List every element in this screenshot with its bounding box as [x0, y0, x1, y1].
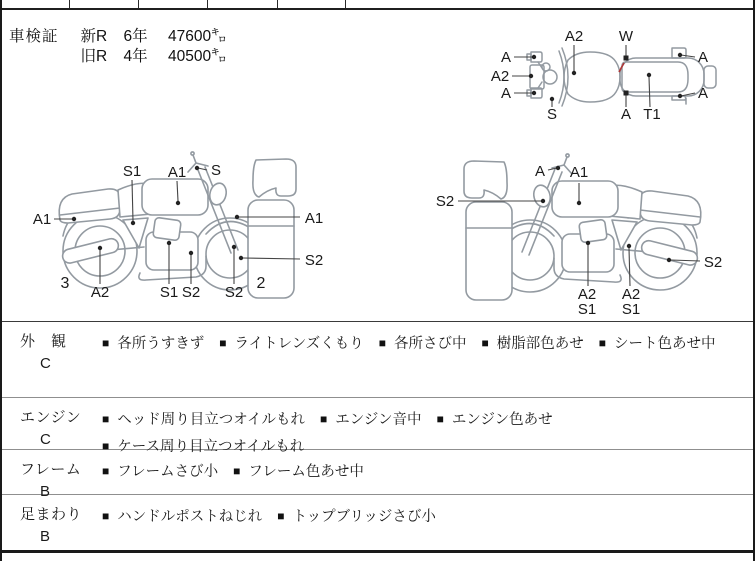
- sheet-bottom-border: [2, 550, 753, 553]
- point-marker-dot: [239, 256, 243, 260]
- point-marker-dot: [167, 241, 171, 245]
- part-code-label: A2: [90, 283, 110, 301]
- point-marker-dot: [647, 73, 651, 77]
- point-marker-dot: [627, 244, 631, 248]
- defect-item: [219, 332, 364, 353]
- defect-item: [277, 505, 436, 526]
- point-marker-dot: [529, 74, 533, 78]
- motorcycle-left-side-diagram: [30, 148, 360, 316]
- point-marker-dot: [572, 71, 576, 75]
- defect-item-label: ハンドルポストねじれ: [117, 509, 263, 525]
- point-marker-dot: [532, 91, 536, 95]
- point-marker-dot: [189, 251, 193, 255]
- defect-item: [102, 460, 218, 481]
- defect-item-label: フレームさび小: [117, 464, 219, 480]
- era-label: 新R: [80, 28, 108, 45]
- point-marker-dot: [550, 97, 554, 101]
- defect-items: [102, 398, 753, 455]
- odometer-line-new: [81, 27, 227, 47]
- part-code-label: S2: [304, 251, 324, 269]
- category-grade: B: [40, 528, 51, 545]
- bullet-square-icon: ■: [378, 336, 387, 350]
- odometer-lines: [81, 27, 227, 67]
- part-code-label: A: [697, 48, 709, 66]
- part-code-label: S1: [577, 300, 597, 318]
- part-code-label: S1: [122, 162, 142, 180]
- header-cell: [139, 0, 208, 8]
- point-marker-dot: [232, 245, 236, 249]
- category-cell: [2, 495, 102, 552]
- category-name: 外 観: [20, 333, 67, 350]
- part-code-label: A2: [577, 285, 597, 303]
- defect-item-label: 各所さび中: [394, 336, 467, 352]
- defect-items: [102, 322, 753, 397]
- shaken-title: 車検証: [9, 28, 59, 45]
- clipped-table-row: [2, 0, 753, 10]
- point-marker-dot: [131, 221, 135, 225]
- point-marker-dot: [678, 94, 682, 98]
- tire-depth-number: 2: [256, 275, 266, 293]
- part-code-label: S1: [621, 300, 641, 318]
- category-cell: [2, 398, 102, 449]
- category-name: フレーム: [20, 461, 82, 478]
- year-label: 6年: [123, 28, 148, 45]
- part-code-label: T1: [643, 105, 661, 123]
- condition-row-undercarriage: [2, 495, 753, 552]
- part-code-label: A: [620, 105, 632, 123]
- part-code-label: A1: [304, 209, 324, 227]
- category-name: エンジン: [20, 409, 82, 426]
- defect-item: [482, 332, 584, 353]
- category-grade: C: [40, 355, 51, 372]
- point-marker-square: [624, 56, 629, 61]
- defect-item-label: ライトレンズくもり: [234, 336, 364, 352]
- defect-item: [102, 408, 305, 429]
- defect-item: [320, 408, 422, 429]
- bullet-square-icon: ■: [102, 336, 110, 350]
- bullet-square-icon: ■: [102, 412, 110, 426]
- part-code-label: A2: [621, 285, 641, 303]
- category-grade: C: [40, 431, 51, 448]
- part-code-label: A1: [569, 163, 589, 181]
- part-code-label: S2: [224, 283, 244, 301]
- defect-items: [102, 450, 753, 494]
- category-cell: [2, 450, 102, 500]
- bullet-square-icon: ■: [320, 412, 328, 426]
- top-view-art: [527, 48, 716, 106]
- part-code-label: S: [546, 105, 558, 123]
- defect-item: [437, 408, 553, 429]
- part-code-label: S2: [181, 283, 201, 301]
- part-code-label: S2: [435, 192, 455, 210]
- leader-line: [649, 77, 650, 107]
- part-code-label: S1: [159, 283, 179, 301]
- point-marker-dot: [195, 166, 199, 170]
- defect-item-label: ヘッド周り目立つオイルもれ: [117, 412, 306, 428]
- motorcycle-right-side-diagram: [400, 150, 730, 318]
- point-marker-dot: [541, 199, 545, 203]
- point-marker-dot: [678, 53, 682, 57]
- part-code-label: A: [697, 84, 709, 102]
- bullet-square-icon: ■: [598, 336, 607, 350]
- part-code-label: A: [534, 162, 546, 180]
- condition-row-frame: [2, 450, 753, 500]
- point-marker-dot: [586, 241, 590, 245]
- year-label: 4年: [123, 48, 148, 65]
- defect-item-label: 樹脂部色あせ: [496, 336, 584, 352]
- part-code-label: W: [618, 27, 634, 45]
- defect-item: [102, 505, 262, 526]
- part-code-label: A: [500, 84, 512, 102]
- point-marker-dot: [72, 217, 76, 221]
- part-code-label: A2: [564, 27, 584, 45]
- point-marker-dot: [532, 55, 536, 59]
- defect-item-label: エンジン色あせ: [451, 412, 553, 428]
- header-cell: [208, 0, 278, 8]
- defect-item-label: フレーム色あせ中: [248, 464, 364, 480]
- condition-row-exterior: [2, 322, 753, 398]
- part-code-label: A2: [490, 67, 510, 85]
- bullet-square-icon: ■: [481, 336, 489, 350]
- condition-row-engine: [2, 398, 753, 455]
- era-label: 旧R: [80, 48, 108, 65]
- point-marker-dot: [577, 201, 581, 205]
- point-marker-dot: [176, 201, 180, 205]
- point-marker-dot: [235, 215, 239, 219]
- motorcycle-top-view-diagram: [488, 26, 723, 136]
- bullet-square-icon: ■: [219, 336, 227, 350]
- top-view-labels: [491, 28, 708, 123]
- category-cell: [2, 322, 102, 397]
- shaken-odometer-block: [9, 27, 227, 67]
- defect-item: [379, 332, 467, 353]
- defect-item: [102, 332, 204, 353]
- category-name: 足まわり: [20, 506, 83, 523]
- defect-item: [599, 332, 716, 353]
- defect-item-label: 各所うすきず: [117, 336, 205, 352]
- defect-item-label: トップブリッジさび小: [292, 509, 436, 525]
- point-marker-square: [624, 91, 629, 96]
- defect-item: [233, 460, 364, 481]
- odometer-value: 40500㌔: [167, 48, 227, 65]
- part-code-label: A1: [167, 163, 187, 181]
- header-cell: [278, 0, 346, 8]
- condition-grade-table: [2, 321, 753, 552]
- bullet-square-icon: ■: [233, 464, 241, 478]
- leader-line: [681, 55, 695, 57]
- header-cell: [346, 0, 753, 8]
- header-cell: [70, 0, 139, 8]
- odometer-value: 47600㌔: [167, 28, 227, 45]
- header-cell: [2, 0, 70, 8]
- part-code-label: A: [500, 48, 512, 66]
- bullet-square-icon: ■: [102, 464, 110, 478]
- bullet-square-icon: ■: [102, 439, 110, 453]
- defect-item-label: ケース周り目立つオイルもれ: [117, 439, 305, 455]
- point-marker-dot: [556, 166, 560, 170]
- category-grade: B: [40, 483, 51, 500]
- part-code-label: S: [210, 161, 222, 179]
- part-code-label: S2: [703, 253, 723, 271]
- defect-item-label: シート色あせ中: [614, 336, 716, 352]
- bullet-square-icon: ■: [102, 509, 110, 523]
- tire-depth-number: 3: [60, 275, 70, 293]
- bullet-square-icon: ■: [436, 412, 444, 426]
- odometer-line-old: [81, 47, 227, 67]
- point-marker-dot: [98, 246, 102, 250]
- defect-item-label: エンジン音中: [335, 412, 422, 428]
- point-marker-dot: [667, 258, 671, 262]
- leader-line: [629, 248, 630, 286]
- part-code-label: A1: [32, 210, 52, 228]
- bullet-square-icon: ■: [277, 509, 285, 523]
- defect-items: [102, 495, 753, 552]
